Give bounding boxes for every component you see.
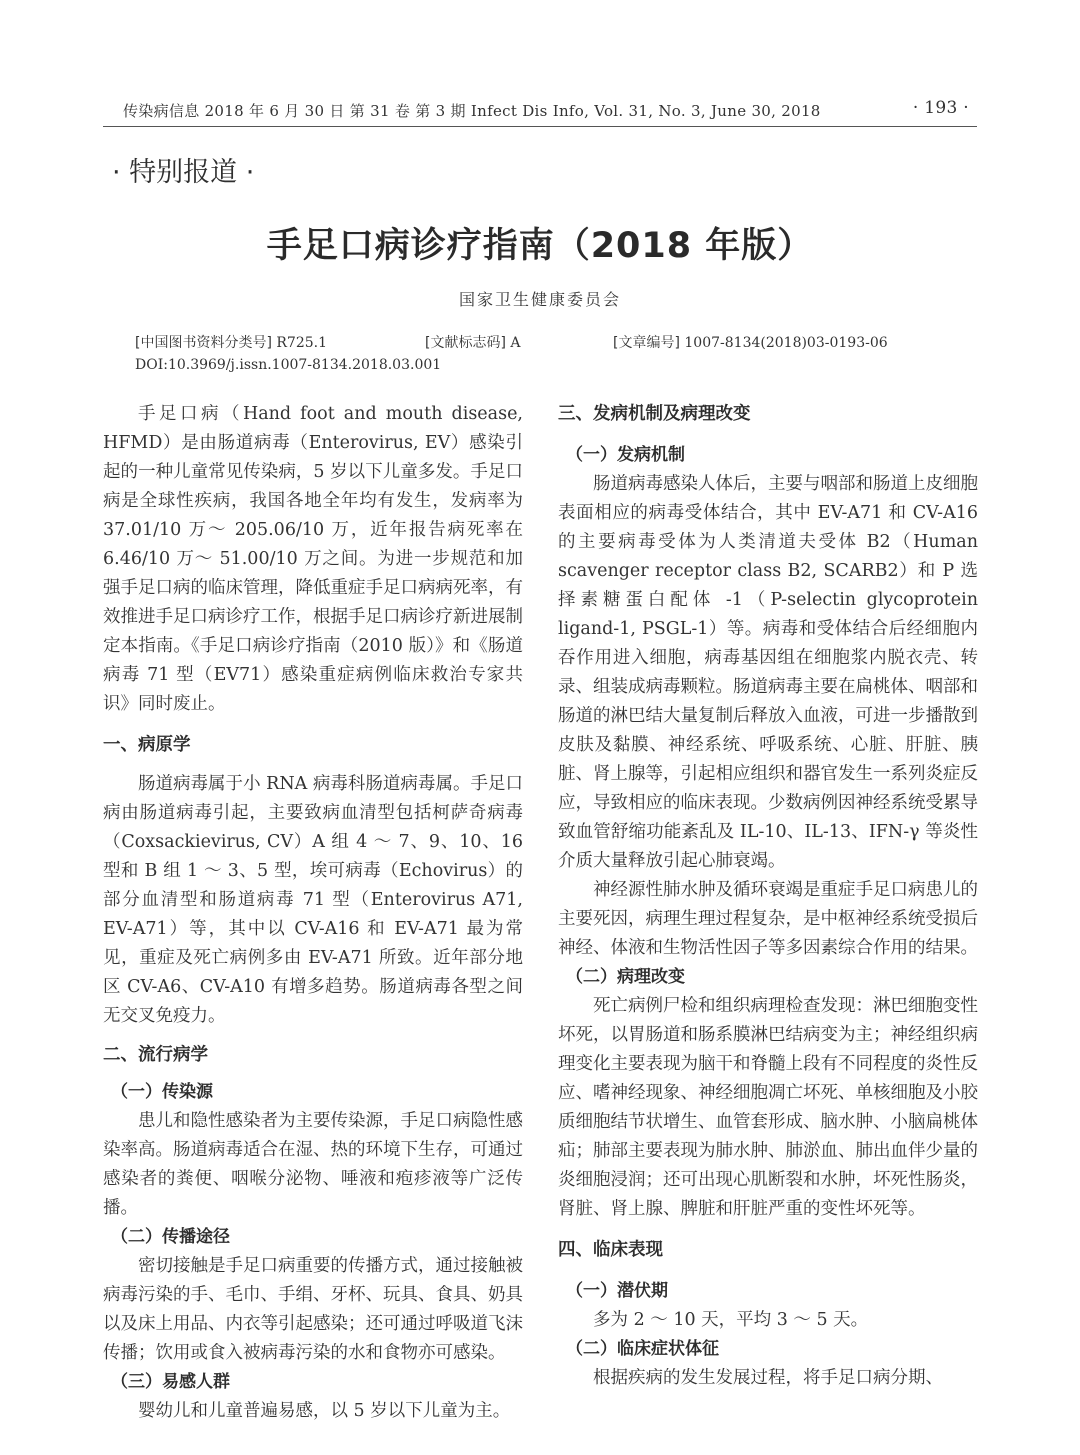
etiology-paragraph: 肠道病毒属于小 RNA 病毒科肠道病毒属。手足口病由肠道病毒引起，主要致病血清型包括柯萨奇病毒（Coxsackievirus, CV）A 组 4 ～ 7、9、10、16 型和 B 组 1 ～ 3、5 型，埃可病毒（Echovirus）的部分血清型和肠道病毒 71 型（Enterovirus A71, EV-A71）等，其中以 CV-A16 和 EV-A71 最为常见，重症及死亡病例多由 EV-A71 所致。近年部分地区 CV-A6、CV-A10 有增多趋势。肠道病毒各型之间无交叉免疫力。 — [103, 774, 523, 1026]
journal-running-title: 传染病信息 2018 年 6 月 30 日 第 31 卷 第 3 期 Infect Dis Info, Vol. 31, No. 3, June 30, 2018 — [123, 102, 821, 120]
subsection-heading-source: （一）传染源 — [111, 1082, 213, 1102]
transmission-paragraph: 密切接触是手足口病重要的传播方式，通过接触被病毒污染的手、毛巾、手绢、牙杯、玩具、食具、奶具以及床上用品、内衣等引起感染；还可通过呼吸道飞沫传播；饮用或食入被病毒污染的水和食物亦可感染。 — [103, 1256, 523, 1363]
article-metadata — [135, 332, 935, 376]
symptoms-paragraph: 根据疾病的发生发展过程，将手足口病分期、 — [593, 1368, 943, 1388]
article-author: 国家卫生健康委员会 — [458, 290, 621, 309]
article-title: 手足口病诊疗指南（2018 年版） — [266, 226, 814, 266]
page-number: · 193 · — [912, 98, 969, 118]
section-heading-clinical: 四、临床表现 — [558, 1240, 663, 1260]
subsection-heading-susceptible: （三）易感人群 — [111, 1372, 230, 1392]
section-heading-pathogenesis: 三、发病机制及病理改变 — [558, 404, 751, 424]
mechanism-paragraph-2: 神经源性肺水肿及循环衰竭是重症手足口病患儿的主要死因，病理生理过程复杂，是中枢神经系统受损后神经、体液和生物活性因子等多因素综合作用的结果。 — [558, 880, 978, 958]
subsection-heading-incubation: （一）潜伏期 — [566, 1281, 668, 1301]
article-number-value: 1007-8134(2018)03-0193-06 — [684, 335, 888, 351]
right-column — [558, 400, 978, 1393]
susceptible-paragraph: 婴幼儿和儿童普遍易感，以 5 岁以下儿童为主。 — [138, 1401, 511, 1421]
clc-value: R725.1 — [276, 335, 328, 351]
doc-code-field — [425, 332, 521, 354]
doc-code-label: [文献标志码] — [425, 335, 506, 351]
intro-paragraph: 手足口病（Hand foot and mouth disease, HFMD）是由肠道病毒（Enterovirus, EV）感染引起的一种儿童常见传染病，5 岁以下儿童多发。手足口病是全球性疾病，我国各地全年均有发生，发病率为 37.01/10 万～ 205.06/10 万，近年报告病死率在 6.46/10 万～ 51.00/10 万之间。为进一步规范和加强手足口病的临床管理，降低重症手足口病病死率，有效推进手足口病诊疗工作，根据手足口病诊疗新进展制定本指南。《手足口病诊疗指南（2010 版）》和《肠道病毒 71 型（EV71）感染重症病例临床救治专家共识》同时废止。 — [103, 404, 523, 714]
article-number-label: [文章编号] — [613, 335, 680, 351]
doc-code-value: A — [510, 335, 521, 351]
subsection-heading-transmission: （二）传播途径 — [111, 1227, 230, 1247]
doi-row — [135, 354, 935, 376]
subsection-heading-mechanism: （一）发病机制 — [566, 445, 685, 465]
left-column — [103, 400, 523, 1426]
subsection-heading-symptoms: （二）临床症状体征 — [566, 1339, 719, 1359]
article-number-field — [613, 332, 888, 354]
source-paragraph: 患儿和隐性感染者为主要传染源，手足口病隐性感染率高。肠道病毒适合在湿、热的环境下生存，可通过感染者的粪便、咽喉分泌物、唾液和疱疹液等广泛传播。 — [103, 1111, 523, 1218]
incubation-paragraph: 多为 2 ～ 10 天，平均 3 ～ 5 天。 — [593, 1310, 869, 1330]
metadata-codes-row — [135, 332, 935, 354]
column-tag: · 特别报道 · — [112, 157, 255, 188]
clc-field — [135, 332, 327, 354]
clc-label: [中国图书资料分类号] — [135, 335, 272, 351]
running-header — [103, 96, 977, 127]
pathology-paragraph: 死亡病例尸检和组织病理检查发现：淋巴细胞变性坏死，以胃肠道和肠系膜淋巴结病变为主；神经组织病理变化主要表现为脑干和脊髓上段有不同程度的炎性反应、嗜神经现象、神经细胞凋亡坏死、单核细胞及小胶质细胞结节状增生、血管套形成、脑水肿、小脑扁桃体疝；肺部主要表现为肺水肿、肺淤血、肺出血伴少量的炎细胞浸润；还可出现心肌断裂和水肿，坏死性肠炎，肾脏、肾上腺、脾脏和肝脏严重的变性坏死等。 — [558, 996, 978, 1219]
section-heading-epidemiology: 二、流行病学 — [103, 1045, 208, 1065]
doi-text: DOI:10.3969/j.issn.1007-8134.2018.03.001 — [135, 357, 442, 373]
subsection-heading-pathology: （二）病理改变 — [566, 967, 685, 987]
mechanism-paragraph: 肠道病毒感染人体后，主要与咽部和肠道上皮细胞表面相应的病毒受体结合，其中 EV-A71 和 CV-A16 的主要病毒受体为人类清道夫受体 B2（Human scavenger receptor class B2, SCARB2）和 P 选择素糖蛋白配体 -1（P-selectin glycoprotein ligand-1, PSGL-1）等。病毒和受体结合后经细胞内吞作用进入细胞，病毒基因组在细胞浆内脱衣壳、转录、组装成病毒颗粒。肠道病毒主要在扁桃体、咽部和肠道的淋巴结大量复制后释放入血液，可进一步播散到皮肤及黏膜、神经系统、呼吸系统、心脏、肝脏、胰脏、肾上腺等，引起相应组织和器官发生一系列炎症反应，导致相应的临床表现。少数病例因神经系统受累导致血管舒缩功能紊乱及 IL-10、IL-13、IFN-γ 等炎性介质大量释放引起心肺衰竭。 — [558, 474, 978, 871]
section-heading-etiology: 一、病原学 — [103, 735, 191, 755]
